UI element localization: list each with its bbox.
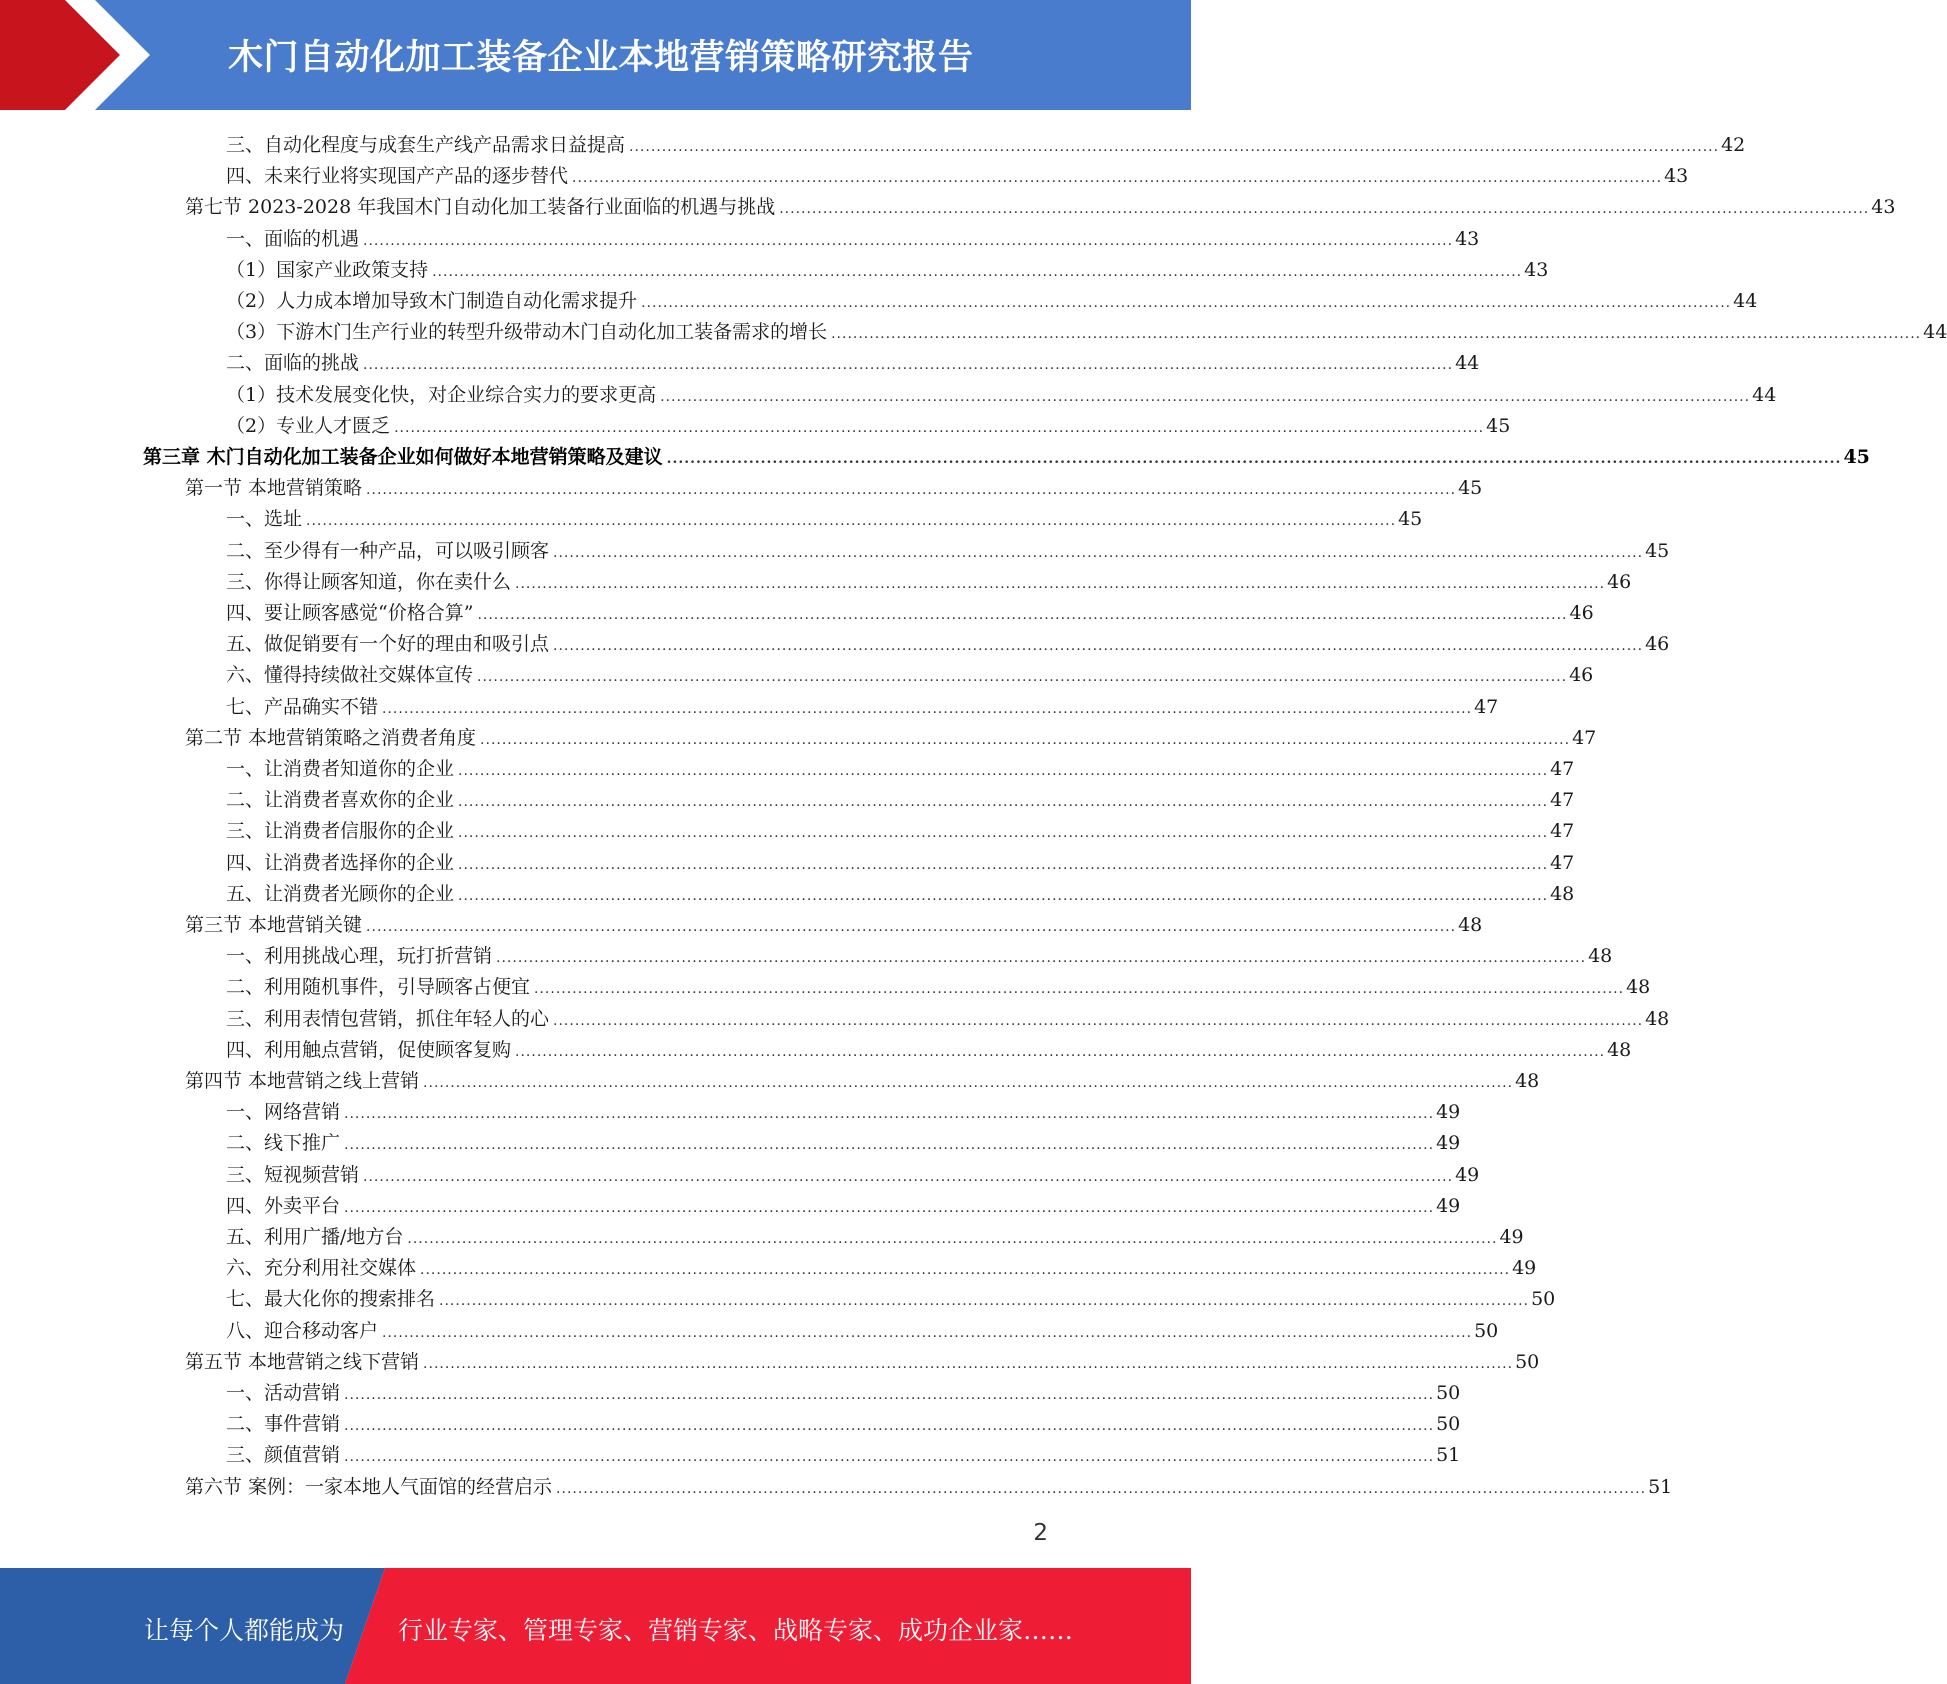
toc-entry-page: 48 bbox=[1645, 1007, 1670, 1030]
toc-dot-leader: ........................................................................................................................................................................................................ bbox=[394, 419, 1485, 436]
toc-entry-page: 50 bbox=[1515, 1350, 1540, 1373]
toc-dot-leader: ........................................................................................................................................................................................................ bbox=[779, 201, 1870, 218]
toc-entry-label: 一、选址 bbox=[226, 508, 303, 531]
toc-entry-page: 44 bbox=[1923, 321, 1947, 344]
toc-entry-page: 48 bbox=[1626, 976, 1651, 999]
toc-entry-label: （1）国家产业政策支持 bbox=[226, 258, 429, 281]
toc-entry-page: 43 bbox=[1664, 165, 1689, 188]
toc-item-entry[interactable] bbox=[226, 1189, 1461, 1217]
toc-entry-label: 二、利用随机事件，引导顾客占便宜 bbox=[226, 976, 531, 999]
toc-item-entry[interactable] bbox=[226, 877, 1575, 905]
toc-dot-leader: ........................................................................................................................................................................................................ bbox=[534, 981, 1625, 998]
toc-section-entry[interactable] bbox=[185, 721, 1597, 749]
toc-entry-page: 50 bbox=[1531, 1288, 1556, 1311]
toc-entry-page: 44 bbox=[1455, 352, 1480, 375]
toc-entry-page: 49 bbox=[1436, 1132, 1461, 1155]
toc-dot-leader: ........................................................................................................................................................................................................ bbox=[420, 1262, 1511, 1279]
toc-dot-leader: ........................................................................................................................................................................................................ bbox=[366, 482, 1457, 499]
toc-item-entry[interactable] bbox=[226, 1220, 1524, 1248]
toc-dot-leader: ........................................................................................................................................................................................................ bbox=[666, 451, 1842, 467]
toc-item-entry[interactable] bbox=[226, 627, 1670, 656]
toc-dot-leader: ........................................................................................................................................................................................................ bbox=[458, 887, 1549, 904]
toc-item-entry[interactable] bbox=[226, 284, 1758, 312]
toc-item-entry[interactable] bbox=[226, 1126, 1461, 1155]
toc-item-entry[interactable] bbox=[226, 1095, 1461, 1124]
toc-item-entry[interactable] bbox=[226, 315, 1947, 344]
toc-item-entry[interactable] bbox=[226, 1033, 1632, 1061]
toc-dot-leader: ........................................................................................................................................................................................................ bbox=[344, 1418, 1435, 1435]
toc-entry-page: 49 bbox=[1436, 1194, 1461, 1217]
toc-section-entry[interactable] bbox=[185, 1345, 1540, 1373]
toc-entry-label: 三、你得让顾客知道，你在卖什么 bbox=[226, 570, 512, 593]
toc-entry-page: 51 bbox=[1436, 1444, 1461, 1467]
toc-entry-label: （2）人力成本增加导致木门制造自动化需求提升 bbox=[226, 290, 638, 312]
toc-entry-page: 45 bbox=[1843, 446, 1870, 468]
toc-entry-label: 第三章 木门自动化加工装备企业如何做好本地营销策略及建议 bbox=[143, 446, 663, 468]
toc-entry-label: 四、要让顾客感觉“价格合算” bbox=[226, 602, 474, 624]
toc-item-entry[interactable] bbox=[226, 159, 1689, 188]
toc-entry-label: 二、面临的挑战 bbox=[226, 352, 360, 375]
toc-entry-page: 46 bbox=[1569, 602, 1594, 624]
toc-item-entry[interactable] bbox=[226, 846, 1575, 874]
page-header bbox=[0, 0, 1191, 110]
toc-entry-page: 50 bbox=[1474, 1319, 1499, 1342]
toc-section-entry[interactable] bbox=[185, 471, 1483, 500]
toc-entry-label: 第七节 2023-2028 年我国木门自动化加工装备行业面临的机遇与挑战 bbox=[185, 196, 776, 219]
toc-dot-leader: ........................................................................................................................................................................................................ bbox=[480, 731, 1571, 748]
toc-dot-leader: ........................................................................................................................................................................................................ bbox=[439, 1293, 1530, 1310]
toc-entry-label: 三、颜值营销 bbox=[226, 1444, 341, 1467]
toc-entry-page: 47 bbox=[1572, 726, 1597, 749]
toc-item-entry[interactable] bbox=[226, 1407, 1461, 1436]
toc-dot-leader: ........................................................................................................................................................................................................ bbox=[363, 357, 1454, 374]
toc-entry-page: 47 bbox=[1550, 820, 1575, 843]
toc-item-entry[interactable] bbox=[226, 565, 1632, 593]
toc-item-entry[interactable] bbox=[226, 596, 1594, 624]
toc-item-entry[interactable] bbox=[226, 253, 1549, 281]
toc-entry-page: 46 bbox=[1569, 664, 1594, 687]
toc-dot-leader: ........................................................................................................................................................................................................ bbox=[458, 763, 1549, 779]
toc-entry-label: 四、让消费者选择你的企业 bbox=[226, 851, 455, 874]
report-title: 木门自动化加工装备企业本地营销策略研究报告 bbox=[228, 38, 974, 78]
toc-item-entry[interactable] bbox=[226, 970, 1651, 999]
header-arrow-decoration bbox=[0, 0, 160, 110]
toc-entry-page: 43 bbox=[1524, 258, 1549, 281]
toc-dot-leader: ........................................................................................................................................................................................................ bbox=[344, 1106, 1435, 1123]
toc-entry-label: 六、懂得持续做社交媒体宣传 bbox=[226, 664, 474, 687]
toc-dot-leader: ........................................................................................................................................................................................................ bbox=[515, 575, 1606, 592]
toc-entry-label: 第五节 本地营销之线下营销 bbox=[185, 1350, 420, 1373]
toc-entry-page: 45 bbox=[1398, 508, 1423, 531]
toc-entry-label: 第三节 本地营销关键 bbox=[185, 914, 363, 936]
toc-entry-label: 第四节 本地营销之线上营销 bbox=[185, 1070, 420, 1092]
toc-dot-leader: ........................................................................................................................................................................................................ bbox=[344, 1449, 1435, 1466]
toc-entry-page: 47 bbox=[1474, 695, 1499, 718]
toc-dot-leader: ........................................................................................................................................................................................................ bbox=[432, 263, 1523, 280]
toc-item-entry[interactable] bbox=[226, 814, 1575, 843]
toc-entry-page: 43 bbox=[1455, 227, 1480, 250]
toc-dot-leader: ........................................................................................................................................................................................................ bbox=[382, 1324, 1473, 1341]
toc-entry-page: 47 bbox=[1550, 789, 1575, 812]
toc-dot-leader: ........................................................................................................................................................................................................ bbox=[572, 170, 1663, 187]
toc-entry-page: 47 bbox=[1550, 851, 1575, 874]
toc-entry-page: 50 bbox=[1436, 1382, 1461, 1404]
footer-slogan-right: 行业专家、管理专家、营销专家、战略专家、成功企业家…… bbox=[398, 1616, 1074, 1645]
toc-entry-label: 八、迎合移动客户 bbox=[226, 1319, 379, 1342]
toc-entry-page: 48 bbox=[1515, 1070, 1540, 1092]
toc-entry-page: 45 bbox=[1645, 539, 1670, 562]
toc-dot-leader: ........................................................................................................................................................................................................ bbox=[458, 856, 1549, 873]
toc-item-entry[interactable] bbox=[226, 1002, 1670, 1030]
toc-entry-page: 48 bbox=[1607, 1038, 1632, 1061]
toc-dot-leader: ........................................................................................................................................................................................................ bbox=[553, 544, 1644, 561]
toc-item-entry[interactable] bbox=[226, 534, 1670, 562]
toc-entry-label: 四、外卖平台 bbox=[226, 1194, 341, 1217]
page-footer bbox=[0, 1568, 1191, 1684]
toc-entry-label: 一、网络营销 bbox=[226, 1101, 341, 1124]
toc-dot-leader: ........................................................................................................................................................................................................ bbox=[363, 1168, 1454, 1185]
toc-entry-label: 三、自动化程度与成套生产线产品需求日益提高 bbox=[226, 134, 626, 156]
toc-entry-page: 46 bbox=[1645, 633, 1670, 656]
toc-item-entry[interactable] bbox=[226, 939, 1613, 968]
toc-entry-page: 49 bbox=[1455, 1163, 1480, 1186]
toc-entry-page: 50 bbox=[1436, 1413, 1461, 1436]
toc-dot-leader: ........................................................................................................................................................................................................ bbox=[407, 1231, 1498, 1247]
toc-entry-label: （3）下游木门生产行业的转型升级带动木门自动化加工装备需求的增长 bbox=[226, 321, 828, 344]
toc-entry-label: 五、利用广播/地方台 bbox=[226, 1226, 404, 1248]
toc-item-entry[interactable] bbox=[226, 1438, 1461, 1467]
page-number: 2 bbox=[1033, 1520, 1048, 1546]
toc-item-entry[interactable] bbox=[226, 128, 1746, 156]
toc-entry-page: 49 bbox=[1436, 1101, 1461, 1124]
toc-entry-label: 二、事件营销 bbox=[226, 1413, 341, 1436]
toc-entry-label: 二、线下推广 bbox=[226, 1132, 341, 1155]
toc-dot-leader: ........................................................................................................................................................................................................ bbox=[556, 1480, 1647, 1497]
toc-section-entry[interactable] bbox=[185, 1064, 1540, 1092]
toc-dot-leader: ........................................................................................................................................................................................................ bbox=[344, 1199, 1435, 1216]
toc-dot-leader: ........................................................................................................................................................................................................ bbox=[344, 1137, 1435, 1154]
toc-chapter-entry[interactable] bbox=[143, 440, 1870, 468]
toc-entry-label: 五、让消费者光顾你的企业 bbox=[226, 882, 455, 905]
toc-dot-leader: ........................................................................................................................................................................................................ bbox=[496, 950, 1587, 967]
toc-entry-label: 三、利用表情包营销，抓住年轻人的心 bbox=[226, 1007, 550, 1030]
toc-entry-page: 48 bbox=[1458, 914, 1483, 936]
toc-item-entry[interactable] bbox=[226, 222, 1480, 250]
toc-entry-page: 44 bbox=[1752, 383, 1777, 406]
toc-dot-leader: ........................................................................................................................................................................................................ bbox=[553, 638, 1644, 655]
toc-item-entry[interactable] bbox=[226, 690, 1499, 718]
toc-entry-page: 49 bbox=[1512, 1257, 1537, 1280]
toc-dot-leader: ........................................................................................................................................................................................................ bbox=[831, 326, 1922, 343]
toc-dot-leader: ........................................................................................................................................................................................................ bbox=[382, 700, 1473, 717]
toc-item-entry[interactable] bbox=[226, 378, 1777, 406]
toc-entry-page: 43 bbox=[1871, 196, 1896, 219]
toc-entry-page: 47 bbox=[1550, 758, 1575, 780]
toc-item-entry[interactable] bbox=[226, 1251, 1537, 1280]
toc-item-entry[interactable] bbox=[226, 752, 1575, 780]
toc-entry-page: 45 bbox=[1458, 477, 1483, 500]
toc-entry-label: 第一节 本地营销策略 bbox=[185, 477, 363, 500]
toc-entry-label: 三、短视频营销 bbox=[226, 1163, 360, 1186]
toc-entry-page: 45 bbox=[1486, 414, 1511, 437]
toc-dot-leader: ........................................................................................................................................................................................................ bbox=[423, 1355, 1514, 1372]
toc-dot-leader: ........................................................................................................................................................................................................ bbox=[477, 607, 1568, 623]
toc-entry-label: （1）技术发展变化快，对企业综合实力的要求更高 bbox=[226, 383, 657, 406]
toc-entry-label: 三、让消费者信服你的企业 bbox=[226, 820, 455, 843]
toc-entry-label: 六、充分利用社交媒体 bbox=[226, 1257, 417, 1280]
toc-entry-label: 四、利用触点营销，促使顾客复购 bbox=[226, 1038, 512, 1061]
toc-entry-page: 48 bbox=[1588, 945, 1613, 968]
toc-entry-page: 49 bbox=[1499, 1226, 1524, 1248]
toc-dot-leader: ........................................................................................................................................................................................................ bbox=[366, 919, 1457, 935]
toc-dot-leader: ........................................................................................................................................................................................................ bbox=[660, 388, 1751, 405]
toc-dot-leader: ........................................................................................................................................................................................................ bbox=[629, 139, 1720, 155]
toc-section-entry[interactable] bbox=[185, 1470, 1673, 1498]
toc-dot-leader: ........................................................................................................................................................................................................ bbox=[458, 794, 1549, 811]
toc-entry-label: 七、产品确实不错 bbox=[226, 695, 379, 718]
toc-entry-label: 一、活动营销 bbox=[226, 1382, 341, 1404]
toc-entry-label: 二、至少得有一种产品，可以吸引顾客 bbox=[226, 539, 550, 562]
toc-item-entry[interactable] bbox=[226, 783, 1575, 812]
toc-item-entry[interactable] bbox=[226, 1314, 1499, 1342]
toc-entry-label: 四、未来行业将实现国产产品的逐步替代 bbox=[226, 165, 569, 188]
toc-entry-label: 第二节 本地营销策略之消费者角度 bbox=[185, 726, 477, 749]
toc-item-entry[interactable] bbox=[226, 1376, 1461, 1404]
toc-entry-page: 51 bbox=[1648, 1475, 1673, 1498]
toc-section-entry[interactable] bbox=[185, 908, 1483, 936]
toc-entry-page: 42 bbox=[1721, 134, 1746, 156]
toc-entry-label: 二、让消费者喜欢你的企业 bbox=[226, 789, 455, 812]
toc-entry-label: 一、让消费者知道你的企业 bbox=[226, 758, 455, 780]
toc-item-entry[interactable] bbox=[226, 658, 1594, 687]
toc-item-entry[interactable] bbox=[226, 346, 1480, 375]
toc-entry-page: 44 bbox=[1733, 290, 1758, 312]
footer-slogan-left: 让每个人都能成为 bbox=[144, 1616, 345, 1645]
toc-dot-leader: ........................................................................................................................................................................................................ bbox=[515, 1043, 1606, 1060]
toc-dot-leader: ........................................................................................................................................................................................................ bbox=[344, 1387, 1435, 1403]
toc-section-entry[interactable] bbox=[185, 190, 1896, 219]
toc-dot-leader: ........................................................................................................................................................................................................ bbox=[363, 232, 1454, 249]
toc-entry-label: （2）专业人才匮乏 bbox=[226, 414, 391, 437]
toc-entry-label: 一、面临的机遇 bbox=[226, 227, 360, 250]
toc-dot-leader: ........................................................................................................................................................................................................ bbox=[423, 1075, 1514, 1091]
toc-item-entry[interactable] bbox=[226, 409, 1511, 437]
toc-entry-label: 第六节 案例：一家本地人气面馆的经营启示 bbox=[185, 1475, 553, 1498]
toc-entry-page: 48 bbox=[1550, 882, 1575, 905]
toc-dot-leader: ........................................................................................................................................................................................................ bbox=[306, 513, 1397, 530]
toc-dot-leader: ........................................................................................................................................................................................................ bbox=[477, 669, 1568, 686]
toc-entry-label: 七、最大化你的搜索排名 bbox=[226, 1288, 436, 1311]
toc-entry-label: 五、做促销要有一个好的理由和吸引点 bbox=[226, 633, 550, 656]
toc-item-entry[interactable] bbox=[226, 1158, 1480, 1186]
toc-dot-leader: ........................................................................................................................................................................................................ bbox=[553, 1012, 1644, 1029]
toc-entry-page: 46 bbox=[1607, 570, 1632, 593]
toc-item-entry[interactable] bbox=[226, 1282, 1556, 1311]
toc-dot-leader: ........................................................................................................................................................................................................ bbox=[458, 825, 1549, 842]
toc-dot-leader: ........................................................................................................................................................................................................ bbox=[641, 295, 1732, 311]
toc-entry-label: 一、利用挑战心理，玩打折营销 bbox=[226, 945, 493, 968]
toc-item-entry[interactable] bbox=[226, 502, 1423, 531]
